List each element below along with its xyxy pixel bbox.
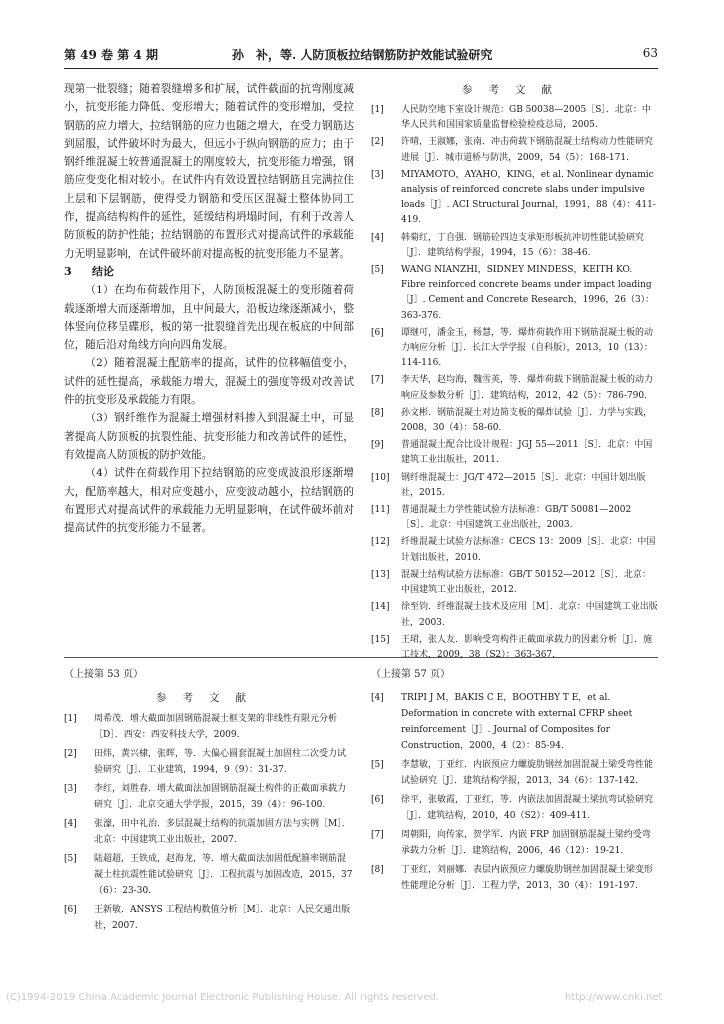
reference-text: 李慧敏，丁亚红．内嵌预应力螺旋肋钢丝加固混凝土梁受弯性能试验研究［J］．建筑结构学报，2013，34（6）：137-142. <box>401 760 654 786</box>
conclusion-3: （3）钢纤维作为混凝土增强材料掺入到混凝土中，可显著提高人防顶板的抗裂性能、抗变形能力和改善试件的延性，有效提高人防顶板的防护效能。 <box>64 412 354 461</box>
references-column <box>371 80 659 665</box>
reference-text: 徐平，张敏霞，丁亚红，等．内嵌法加固混凝土梁抗弯试验研究［J］．建筑结构，2010，40（S2）：409-411. <box>401 795 654 821</box>
reference-number: [4] <box>371 232 384 243</box>
reference-item <box>371 103 659 133</box>
reference-item <box>371 862 659 894</box>
section-heading <box>64 263 354 281</box>
reference-number: [4] <box>64 819 77 829</box>
reference-item <box>64 781 354 813</box>
reference-list <box>371 690 659 894</box>
reference-number: [11] <box>371 505 390 516</box>
reference-item <box>64 746 354 778</box>
reference-item <box>371 503 659 533</box>
reference-number: [2] <box>64 749 77 759</box>
reference-list <box>64 711 354 934</box>
reference-text: 许晴，王淑娜，张南．冲击荷载下钢筋混凝土结构动力性能研究进展［J］．城市道桥与防洪，2009，54（5）：168-171. <box>401 137 654 163</box>
reference-text: 普通混凝土力学性能试验方法标准：GB/T 50081—2002［S］．北京：中国建筑工业出版社，2003. <box>401 505 632 531</box>
reference-text: 田炜，黄兴棣，张晖，等．大偏心圆套混凝土加固柱二次受力试验研究［J］．工业建筑，1994，9（9）：31-37. <box>94 749 347 775</box>
reference-text: 混凝土结构试验方法标准：GB/T 50152—2012［S］．北京：中国建筑工业出版社，2012. <box>401 569 651 596</box>
reference-text: 王珺，张人友．影响受弯构件正截面承载力的因素分析［J］．施工技术，2009，38（S2）：363-367. <box>401 634 653 660</box>
reference-item <box>371 438 659 468</box>
section-divider <box>64 657 658 658</box>
reference-number: [6] <box>371 795 384 805</box>
reference-number: [5] <box>371 760 384 770</box>
body-paragraph: 现第一批裂缝；随着裂缝增多和扩展，试件截面的抗弯刚度减小，抗变形能力降低、变形增大；随着试件的变形增加，受拉钢筋的应力增大，拉结钢筋的应力也随之增大，在受力钢筋达到屈服，试件破坏时为最大，但远小于纵向钢筋的应力；由于钢纤维混凝土较普通混凝土的刚度较大，抗变形能力增强，钢筋应变变化相对较小。在试件内有效设置拉结钢筋且完满拉住上层和下层钢筋，使得受力钢筋和受压区混凝土整体协同工作，提高结构构件的延性，延缓结构坍塌时间，有利于改善人防顶板的防护性能；拉结钢筋的布置形式对提高试件的承载能力无明显影响，在试件破坏前对提高板的抗变形能力不显著。 <box>64 83 354 260</box>
reference-item <box>64 851 354 899</box>
reference-number: [7] <box>371 830 384 840</box>
reference-item <box>64 711 354 743</box>
reference-number: [3] <box>64 784 77 794</box>
reference-text: 韩菊红，丁自强．钢筋砼四边支承矩形板抗冲切性能试验研究［J］．建筑结构学报，1994，15（6）：38-46. <box>401 232 645 258</box>
reference-number: [9] <box>371 440 384 451</box>
reference-number: [6] <box>371 327 384 338</box>
volume-issue: 第 49 卷 第 4 期 <box>64 48 158 62</box>
reference-item <box>371 792 659 824</box>
reference-text: 人民防空地下室设计规范：GB 50038—2005［S］．北京：中华人民共和国国家质量监督检验检疫总局，2005. <box>401 105 651 131</box>
reference-text: 陆超超，王铁成，赵海龙，等．增大截面法加固低配箍率钢筋混凝土柱抗震性能试验研究［J］．工程抗震与加固改造，2015，37（6）：23-30. <box>94 854 353 896</box>
reference-text: 孙文彬．钢筋混凝土对边简支板的爆炸试验［J］．力学与实践，2008，30（4）：58-60. <box>401 407 653 434</box>
reference-item <box>371 231 659 261</box>
continued-from-label: （上接第 53 页） <box>64 669 144 680</box>
reference-item <box>371 757 659 789</box>
reference-number: [10] <box>371 472 390 483</box>
reference-number: [4] <box>371 693 384 703</box>
conclusion-2: （2）随着混凝土配筋率的提高，试件的位移幅值变小，试件的延性提高，承载能力增大，混凝土的强度等级对改善试件的抗变形及承载能力有限。 <box>64 357 354 407</box>
reference-number: [15] <box>371 634 390 645</box>
section-number: 3 <box>64 264 72 278</box>
reference-item <box>371 326 659 372</box>
continued-references-right <box>371 665 659 897</box>
running-title: 孙 补，等. 人防顶板拉结钢筋防护效能试验研究 <box>232 48 493 62</box>
reference-item <box>64 816 354 848</box>
reference-text: 丁亚红，刘丽娜．表层内嵌预应力螺旋肋钢丝加固混凝土梁变形性能理论分析［J］．工程力学，2013，30（4）：191-197. <box>401 865 654 891</box>
reference-text: 谭继可，潘金玉，杨慧，等．爆炸荷载作用下钢筋混凝土板的动力响应分析［J］．长江大学学报（自科版），2013，10（13）：114-116. <box>401 327 654 369</box>
references-heading: 参考文献 <box>462 84 568 96</box>
reference-number: [12] <box>371 537 390 548</box>
reference-item <box>371 600 659 630</box>
reference-item <box>64 902 354 934</box>
reference-text: 周希茂．增大截面加固钢筋混凝土框支架的非线性有限元分析［D］．西安：西安科技大学，2009. <box>94 714 338 740</box>
reference-list <box>371 103 659 663</box>
reference-text: 周朝阳，向传家，贺学军．内嵌 FRP 加固钢筋混凝土梁约受弯承载力分析［J］．建筑结构，2006，46（12）：19-21. <box>401 830 651 856</box>
reference-item <box>371 373 659 403</box>
reference-text: 王新敏．ANSYS 工程结构数值分析［M］．北京：人民交通出版社，2007. <box>94 905 351 931</box>
reference-item <box>371 406 659 436</box>
reference-item <box>371 263 659 324</box>
reference-text: 普通混凝土配合比设计规程：JGJ 55—2011［S］．北京：中国建筑工业出版社，2011. <box>401 440 653 466</box>
reference-number: [1] <box>64 714 77 724</box>
reference-number: [14] <box>371 602 390 613</box>
reference-number: [13] <box>371 569 390 580</box>
reference-item <box>371 633 659 663</box>
conclusion-1: （1）在均布荷载作用下，人防顶板混凝土的变形随着荷载逐渐增大而逐渐增加，且中间最大，沿板边缘逐渐减小，整体竖向位移呈碟形，板的第一批裂缝首先出现在板底的中间部位，随后沿对角线方向向四角发展。 <box>64 284 354 352</box>
header-divider <box>64 68 658 69</box>
reference-number: [7] <box>371 375 384 386</box>
reference-text: 钢纤维混凝土：JG/T 472—2015［S］．北京：中国计划出版社，2015. <box>401 472 646 498</box>
reference-item <box>371 471 659 501</box>
running-header <box>64 46 658 66</box>
reference-number: [8] <box>371 407 384 418</box>
reference-item <box>371 568 659 598</box>
reference-item <box>371 135 659 165</box>
continued-from-label: （上接第 57 页） <box>371 669 451 680</box>
main-text-column <box>64 80 354 537</box>
reference-text: MIYAMOTO，AYAHO，KING，et al. Nonlinear dynamic analysis of reinforced concrete slabs under impulsive loads［J］. ACI Structural Journal，1991，88（4）：411-419. <box>401 169 656 226</box>
reference-item <box>371 168 659 229</box>
reference-text: 李红，刘胜春．增大截面法加固钢筋混凝土构件的正截面承载力研究［J］．北京交通大学学报，2015，39（4）：96-100. <box>94 784 347 810</box>
reference-number: [1] <box>371 105 384 115</box>
reference-number: [6] <box>64 905 77 915</box>
footer <box>0 990 724 1012</box>
reference-text: 张濠，田中礼治．多层混凝土结构的抗震加固方法与实例［M］．北京：中国建筑工业出版社，2007. <box>94 819 351 845</box>
reference-item <box>371 535 659 565</box>
conclusion-4: （4）试件在荷载作用下拉结钢筋的应变成波浪形逐渐增大，配筋率越大，相对应变越小，应变波动越小，拉结钢筋的布置形式对提高试件的承载能力无明显影响，在试件破坏前对提高试件的抗变形能力不显著。 <box>64 467 354 535</box>
reference-number: [8] <box>371 865 384 875</box>
page-number: 63 <box>642 46 658 60</box>
reference-number: [2] <box>371 137 384 148</box>
reference-item <box>371 827 659 859</box>
continued-references-left <box>64 665 354 937</box>
reference-text: 纤维混凝土试验方法标准：CECS 13：2009［S］．北京：中国计划出版社，2010. <box>401 537 656 563</box>
reference-text: WANG NIANZHI，SIDNEY MINDESS，KEITH KO. Fibre reinforced concrete beams under impact loading［J］. Cement and Concrete Research，1996，26（3）：363-376. <box>401 265 655 321</box>
reference-number: [5] <box>64 854 77 864</box>
reference-number: [5] <box>371 265 384 276</box>
copyright-watermark: (C)1994-2019 China Academic Journal Electronic Publishing House. All rights reserved. <box>6 992 439 1003</box>
reference-item <box>371 690 659 754</box>
reference-text: 李天华，赵均海，魏雪英，等．爆炸荷载下钢筋混凝土板的动力响应及参数分析［J］．建筑结构，2012，42（5）：786-790. <box>401 375 654 401</box>
reference-text: TRIPI J M，BAKIS C E，BOOTHBY T E，et al. Deformation in concrete with external CFRP sheet reinforcement［J］. Journal of Composites for Construction，2000，4（2）：85-94. <box>401 693 633 751</box>
reference-text: 徐至钧．纤维混凝土技术及应用［M］．北京：中国建筑工业出版社，2003. <box>401 602 658 628</box>
section-title: 结论 <box>92 264 114 278</box>
cnki-link[interactable]: http://www.cnki.net <box>565 992 663 1003</box>
references-heading: 参考文献 <box>156 692 262 704</box>
reference-number: [3] <box>371 169 384 180</box>
